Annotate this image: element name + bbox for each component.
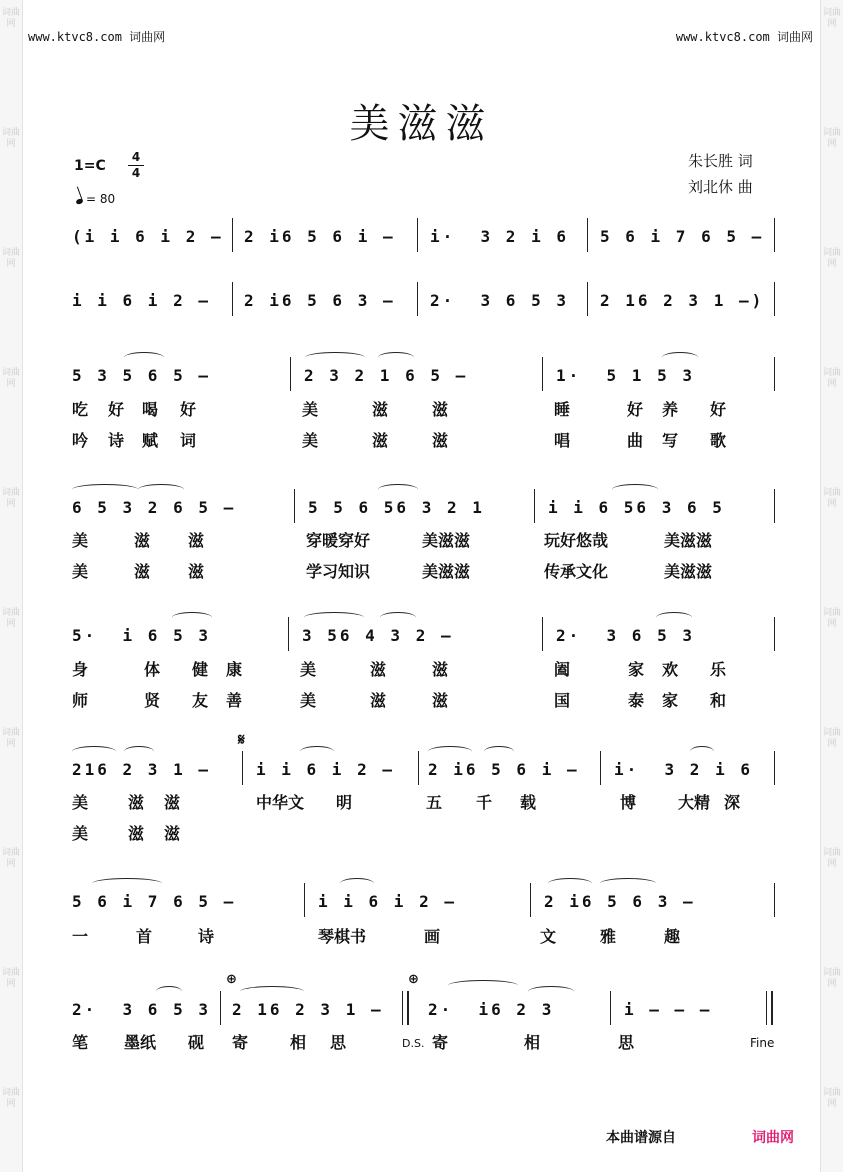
lyric: 体 bbox=[144, 660, 161, 679]
lyric: 好 bbox=[710, 400, 727, 419]
measure: 5· i 6 5 3 bbox=[72, 626, 211, 645]
watermark-text: 词曲网 bbox=[1, 968, 20, 989]
lyric: 美 bbox=[72, 793, 89, 812]
measure: 5 3 5 6 5 — bbox=[72, 366, 211, 385]
tempo-mark bbox=[76, 192, 115, 206]
final-bar-line bbox=[766, 991, 773, 1025]
lyric: 赋 bbox=[142, 431, 159, 450]
lyric: 贤 bbox=[144, 691, 161, 710]
lyric: 家 bbox=[628, 660, 645, 679]
slur bbox=[378, 484, 418, 495]
bar-line bbox=[774, 489, 775, 523]
watermark-text: 词曲网 bbox=[822, 8, 841, 29]
slur bbox=[380, 612, 416, 623]
key-signature: 1=C bbox=[74, 158, 106, 174]
measure: 2· 3 6 5 3 bbox=[72, 1000, 211, 1019]
measure: i — — — bbox=[624, 1000, 713, 1019]
measure: i i 6 i 2 — bbox=[256, 760, 395, 779]
site-url-right[interactable]: www.ktvc8.com 词曲网 bbox=[675, 30, 813, 44]
lyric: 深 bbox=[724, 793, 741, 812]
watermark-text: 词曲网 bbox=[822, 368, 841, 389]
bar-line bbox=[587, 218, 588, 252]
lyric: 首 bbox=[136, 927, 153, 946]
watermark-text: 词曲网 bbox=[1, 8, 20, 29]
bar-line bbox=[294, 489, 295, 523]
lyric: 美滋滋 bbox=[422, 531, 471, 550]
score-line-8 bbox=[72, 997, 782, 1023]
lyric: 美滋滋 bbox=[422, 562, 471, 581]
lyric: 美 bbox=[300, 660, 317, 679]
measure: i· 3 2 i 6 bbox=[430, 227, 569, 246]
lyric: 穿暖穿好 bbox=[306, 531, 371, 550]
slur bbox=[340, 878, 374, 889]
bar-line bbox=[232, 218, 233, 252]
tempo-value: = 80 bbox=[86, 192, 116, 206]
lyric: 国 bbox=[554, 691, 571, 710]
lyric: 滋 bbox=[128, 824, 145, 843]
lyric: 睡 bbox=[554, 400, 571, 419]
watermark-text: 词曲网 bbox=[1, 128, 20, 149]
lyric: 诗 bbox=[198, 927, 215, 946]
lyric: 相 bbox=[524, 1033, 541, 1052]
score-line-4 bbox=[72, 495, 782, 521]
score-line-1 bbox=[72, 224, 782, 250]
measure: i i 6 i 2 — bbox=[318, 892, 457, 911]
slur bbox=[378, 352, 414, 363]
lyric: 滋 bbox=[164, 793, 181, 812]
measure: 2 i6 5 6 i — bbox=[428, 760, 580, 779]
lyric: 滋 bbox=[134, 531, 151, 550]
lyrics-line bbox=[72, 688, 792, 712]
score-line-2 bbox=[72, 288, 782, 314]
lyric: 乐 bbox=[710, 660, 727, 679]
lyric: 琴棋书 bbox=[318, 927, 367, 946]
measure: 2· 3 6 5 3 bbox=[556, 626, 695, 645]
lyrics-line bbox=[72, 397, 792, 421]
lyric: 友 bbox=[192, 691, 209, 710]
slur bbox=[172, 612, 212, 623]
bar-line bbox=[774, 751, 775, 785]
measure: 2 i6 5 6 3 — bbox=[544, 892, 696, 911]
watermark-text: 词曲网 bbox=[822, 1088, 841, 1109]
right-margin-strip bbox=[820, 0, 843, 1172]
watermark-text: 词曲网 bbox=[1, 1088, 20, 1109]
bar-line bbox=[290, 357, 291, 391]
slur bbox=[124, 352, 164, 363]
score-line-6 bbox=[72, 757, 782, 783]
lyric: 滋 bbox=[164, 824, 181, 843]
meter-top: 4 bbox=[128, 150, 144, 166]
segno-sign: 𝄋 bbox=[238, 730, 245, 749]
score-line-5 bbox=[72, 623, 782, 649]
song-title: 美滋滋 bbox=[349, 101, 494, 147]
lyric: 滋 bbox=[134, 562, 151, 581]
bar-line bbox=[774, 617, 775, 651]
repeat-bar-line bbox=[402, 991, 409, 1025]
lyrics-line bbox=[72, 528, 792, 552]
bar-line bbox=[530, 883, 531, 917]
da-segno-mark: D.S. bbox=[402, 1037, 425, 1050]
lyric: 好 bbox=[627, 400, 644, 419]
slur bbox=[690, 746, 714, 757]
lyric: 五 bbox=[426, 793, 443, 812]
watermark-text: 词曲网 bbox=[1, 848, 20, 869]
lyric: 滋 bbox=[370, 691, 387, 710]
lyric: 大精 bbox=[678, 793, 711, 812]
lyric: 中华文 bbox=[256, 793, 305, 812]
bar-line bbox=[542, 357, 543, 391]
lyric: 思 bbox=[330, 1033, 347, 1052]
measure: 2 16 2 3 1 —) bbox=[600, 291, 765, 310]
lyric: 明 bbox=[336, 793, 353, 812]
lyric: 滋 bbox=[432, 660, 449, 679]
bar-line bbox=[774, 357, 775, 391]
lyric: 美滋滋 bbox=[664, 531, 713, 550]
watermark-text: 词曲网 bbox=[822, 728, 841, 749]
slur bbox=[484, 746, 514, 757]
slur bbox=[124, 746, 154, 757]
bar-line bbox=[242, 751, 243, 785]
measure: 5 5 6 56 3 2 1 bbox=[308, 498, 485, 517]
bar-line bbox=[288, 617, 289, 651]
measure: 5 6 i 7 6 5 — bbox=[72, 892, 237, 911]
quarter-note-icon bbox=[75, 198, 83, 205]
watermark-text: 词曲网 bbox=[1, 608, 20, 629]
watermark-text: 词曲网 bbox=[822, 968, 841, 989]
lyric: 家 bbox=[662, 691, 679, 710]
slur bbox=[138, 484, 184, 495]
slur bbox=[92, 878, 162, 889]
lyricist-credit: 朱长胜 词 bbox=[688, 152, 753, 170]
watermark-text: 词曲网 bbox=[822, 128, 841, 149]
lyric: 泰 bbox=[628, 691, 645, 710]
lyrics-line bbox=[72, 790, 792, 814]
measure: 2 i6 5 6 i — bbox=[244, 227, 396, 246]
bar-line bbox=[417, 218, 418, 252]
lyric: 玩好悠哉 bbox=[544, 531, 609, 550]
lyric: 滋 bbox=[432, 400, 449, 419]
measure: 216 2 3 1 — bbox=[72, 760, 211, 779]
measure: 2· 3 6 5 3 bbox=[430, 291, 569, 310]
lyric: 美滋滋 bbox=[664, 562, 713, 581]
watermark-text: 词曲网 bbox=[1, 728, 20, 749]
score-line-3 bbox=[72, 363, 782, 389]
lyrics-line bbox=[72, 821, 792, 845]
fine-mark: Fine bbox=[750, 1036, 775, 1050]
measure: (i i 6 i 2 — bbox=[72, 227, 224, 246]
lyric: 阖 bbox=[554, 660, 571, 679]
bar-line bbox=[418, 751, 419, 785]
watermark-text: 词曲网 bbox=[1, 488, 20, 509]
slur bbox=[156, 986, 182, 997]
measure: i i 6 i 2 — bbox=[72, 291, 211, 310]
slur bbox=[656, 612, 692, 623]
composer-credit: 刘北休 曲 bbox=[688, 178, 753, 196]
slur bbox=[612, 484, 658, 495]
lyric: 滋 bbox=[432, 431, 449, 450]
lyric: 趣 bbox=[664, 927, 681, 946]
bar-line bbox=[610, 991, 611, 1025]
lyrics-line bbox=[72, 428, 792, 452]
lyric: 滋 bbox=[128, 793, 145, 812]
time-signature bbox=[128, 150, 144, 181]
watermark-text: 词曲网 bbox=[822, 848, 841, 869]
lyric: 美 bbox=[72, 531, 89, 550]
lyric: 一 bbox=[72, 927, 89, 946]
lyric: 滋 bbox=[188, 562, 205, 581]
slur bbox=[448, 980, 518, 991]
lyric: 美 bbox=[302, 400, 319, 419]
slur bbox=[528, 986, 574, 997]
lyric: 歌 bbox=[710, 431, 727, 450]
lyric: 传承文化 bbox=[544, 562, 609, 581]
lyric: 好 bbox=[108, 400, 125, 419]
bar-line bbox=[774, 883, 775, 917]
slur bbox=[72, 484, 138, 495]
lyric: 墨纸 bbox=[124, 1033, 157, 1052]
slur bbox=[600, 878, 656, 889]
bar-line bbox=[542, 617, 543, 651]
lyric: 美 bbox=[302, 431, 319, 450]
lyric: 诗 bbox=[108, 431, 125, 450]
lyric: 好 bbox=[180, 400, 197, 419]
measure: 2 16 2 3 1 — bbox=[232, 1000, 384, 1019]
bar-line bbox=[304, 883, 305, 917]
slur bbox=[72, 746, 116, 757]
bar-line bbox=[534, 489, 535, 523]
lyric: 善 bbox=[226, 691, 243, 710]
lyric: 文 bbox=[540, 927, 557, 946]
measure: i· 3 2 i 6 bbox=[614, 760, 753, 779]
coda-sign: ⊕ bbox=[408, 972, 419, 987]
lyric: 雅 bbox=[600, 927, 617, 946]
lyric: 学习知识 bbox=[306, 562, 371, 581]
slur bbox=[662, 352, 698, 363]
watermark-text: 词曲网 bbox=[1, 248, 20, 269]
slur bbox=[428, 746, 472, 757]
bar-line bbox=[774, 218, 775, 252]
slur bbox=[300, 746, 334, 757]
lyric: 美 bbox=[72, 562, 89, 581]
site-url-left[interactable]: www.ktvc8.com 词曲网 bbox=[28, 30, 166, 44]
lyric: 吃 bbox=[72, 400, 89, 419]
lyric: 养 bbox=[662, 400, 679, 419]
measure: 3 56 4 3 2 — bbox=[302, 626, 454, 645]
lyrics-line bbox=[72, 924, 792, 948]
lyric: 唱 bbox=[554, 431, 571, 450]
bar-line bbox=[774, 282, 775, 316]
lyrics-line bbox=[72, 559, 792, 583]
measure: 2 i6 5 6 3 — bbox=[244, 291, 396, 310]
lyric: 写 bbox=[662, 431, 679, 450]
lyric: 寄 bbox=[432, 1033, 449, 1052]
measure: 1· 5 1 5 3 bbox=[556, 366, 695, 385]
lyric: 千 bbox=[476, 793, 493, 812]
lyric: 喝 bbox=[142, 400, 159, 419]
lyric: 身 bbox=[72, 660, 89, 679]
lyric: 健 bbox=[192, 660, 209, 679]
bar-line bbox=[220, 991, 221, 1025]
bar-line bbox=[232, 282, 233, 316]
bar-line bbox=[417, 282, 418, 316]
score-line-7 bbox=[72, 889, 782, 915]
watermark-text: 词曲网 bbox=[1, 368, 20, 389]
lyric: 曲 bbox=[627, 431, 644, 450]
measure: 5 6 i 7 6 5 — bbox=[600, 227, 765, 246]
lyric: 相 bbox=[290, 1033, 307, 1052]
lyric: 康 bbox=[226, 660, 243, 679]
lyric: 滋 bbox=[370, 660, 387, 679]
lyric: 博 bbox=[620, 793, 637, 812]
coda-sign: ⊕ bbox=[226, 972, 237, 987]
measure: 6 5 3 2 6 5 — bbox=[72, 498, 237, 517]
footer-source-label: 本曲谱源自 bbox=[606, 1130, 676, 1146]
lyric: 滋 bbox=[432, 691, 449, 710]
lyric: 砚 bbox=[188, 1033, 205, 1052]
lyric: 吟 bbox=[72, 431, 89, 450]
bar-line bbox=[587, 282, 588, 316]
bar-line bbox=[600, 751, 601, 785]
lyric: 笔 bbox=[72, 1033, 89, 1052]
lyric: 画 bbox=[424, 927, 441, 946]
lyric: 载 bbox=[520, 793, 537, 812]
watermark-text: 词曲网 bbox=[822, 248, 841, 269]
lyric: 词 bbox=[180, 431, 197, 450]
slur bbox=[548, 878, 592, 889]
lyric: 美 bbox=[72, 824, 89, 843]
lyric: 滋 bbox=[188, 531, 205, 550]
measure: 2· i6 2 3 bbox=[428, 1000, 555, 1019]
watermark-text: 词曲网 bbox=[822, 488, 841, 509]
lyrics-line bbox=[72, 657, 792, 681]
measure: 2 3 2 1 6 5 — bbox=[304, 366, 469, 385]
lyric: 美 bbox=[300, 691, 317, 710]
footer-brand-link[interactable]: 词曲网 bbox=[752, 1130, 794, 1146]
lyric: 滋 bbox=[372, 400, 389, 419]
lyric: 滋 bbox=[372, 431, 389, 450]
slur bbox=[240, 986, 304, 997]
slur bbox=[304, 612, 364, 623]
lyric: 和 bbox=[710, 691, 727, 710]
lyric: 欢 bbox=[662, 660, 679, 679]
meter-bottom: 4 bbox=[131, 166, 141, 180]
slur bbox=[305, 352, 365, 363]
measure: i i 6 56 3 6 5 bbox=[548, 498, 725, 517]
watermark-text: 词曲网 bbox=[822, 608, 841, 629]
lyric: 思 bbox=[618, 1033, 635, 1052]
left-margin-strip bbox=[0, 0, 23, 1172]
lyric: 师 bbox=[72, 691, 89, 710]
lyric: 寄 bbox=[232, 1033, 249, 1052]
lyrics-line bbox=[72, 1030, 792, 1054]
